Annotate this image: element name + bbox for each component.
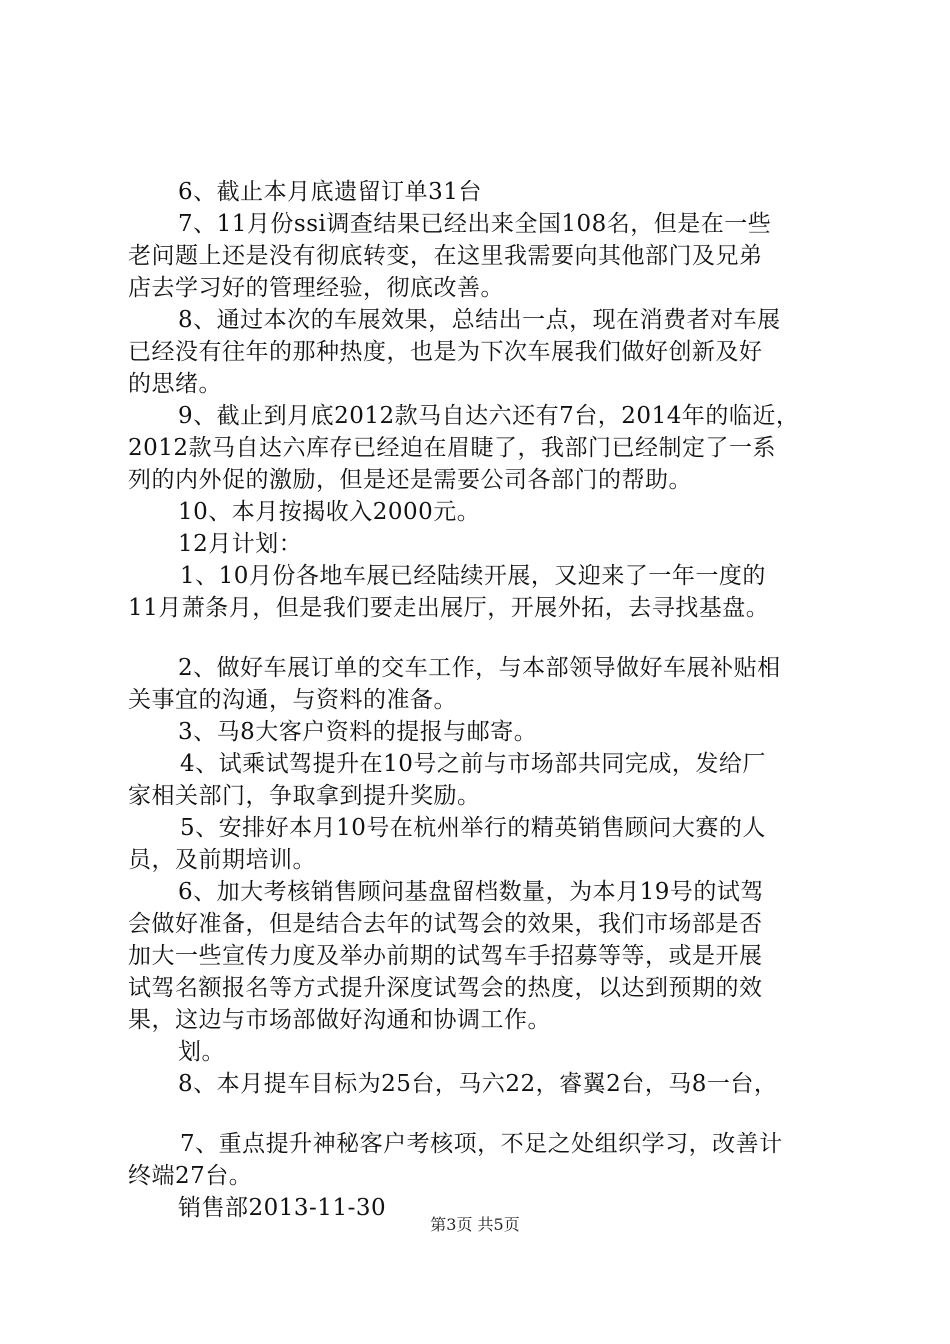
- text-line: 9、截止到月底2012款马自达六还有7台，2014年的临近，: [178, 403, 800, 429]
- text-line: 老问题上还是没有彻底转变，在这里我需要向其他部门及兄弟: [128, 243, 763, 269]
- text-line: 8、通过本次的车展效果，总结出一点，现在消费者对车展: [178, 307, 781, 333]
- text-line: 员，及前期培训。: [128, 847, 316, 873]
- text-line: 划。: [178, 1039, 225, 1065]
- text-line: 10、本月按揭收入2000元。: [178, 499, 481, 525]
- text-line: 7、11月份ssi调查结果已经出来全国108名，但是在一些: [178, 211, 772, 237]
- text-line: 家相关部门，争取拿到提升奖励。: [128, 783, 481, 809]
- text-line: 关事宜的沟通，与资料的准备。: [128, 687, 457, 713]
- text-line: 列的内外促的激励，但是还是需要公司各部门的帮助。: [128, 467, 692, 493]
- text-line: 7、重点提升神秘客户考核项，不足之处组织学习，改善计: [180, 1131, 783, 1157]
- text-line: 2、做好车展订单的交车工作，与本部领导做好车展补贴相: [178, 655, 781, 681]
- text-line: 11月萧条月，但是我们要走出展厅，开展外拓，去寻找基盘。: [128, 595, 770, 621]
- text-line: 3、马8大客户资料的提报与邮寄。: [178, 719, 538, 745]
- text-line: 5、安排好本月10号在杭州举行的精英销售顾问大赛的人: [180, 815, 766, 841]
- text-line: 8、本月提车目标为25台，马六22，睿翼2台，马8一台，: [178, 1071, 778, 1097]
- page-footer: 第3页 共5页: [430, 1215, 520, 1234]
- text-line: 会做好准备，但是结合去年的试驾会的效果，我们市场部是否: [128, 911, 763, 937]
- text-line: 店去学习好的管理经验，彻底改善。: [128, 275, 504, 301]
- text-line: 销售部2013-11-30: [178, 1195, 387, 1221]
- text-line: 2012款马自达六库存已经迫在眉睫了，我部门已经制定了一系: [128, 435, 777, 461]
- text-line: 试驾名额报名等方式提升深度试驾会的热度，以达到预期的效: [128, 975, 763, 1001]
- text-line: 1、10月份各地车展已经陆续开展，又迎来了一年一度的: [180, 563, 766, 589]
- text-line: 6、加大考核销售顾问基盘留档数量，为本月19号的试驾: [178, 879, 764, 905]
- text-line: 的思绪。: [128, 371, 222, 397]
- text-line: 12月计划：: [178, 531, 303, 557]
- text-line: 终端27台。: [128, 1163, 253, 1189]
- text-line: 4、试乘试驾提升在10号之前与市场部共同完成，发给厂: [180, 751, 766, 777]
- text-line: 6、截止本月底遗留订单31台: [178, 179, 482, 205]
- text-line: 已经没有往年的那种热度，也是为下次车展我们做好创新及好: [128, 339, 763, 365]
- text-line: 加大一些宣传力度及举办前期的试驾车手招募等等，或是开展: [128, 943, 763, 969]
- text-line: 果，这边与市场部做好沟通和协调工作。: [128, 1007, 551, 1033]
